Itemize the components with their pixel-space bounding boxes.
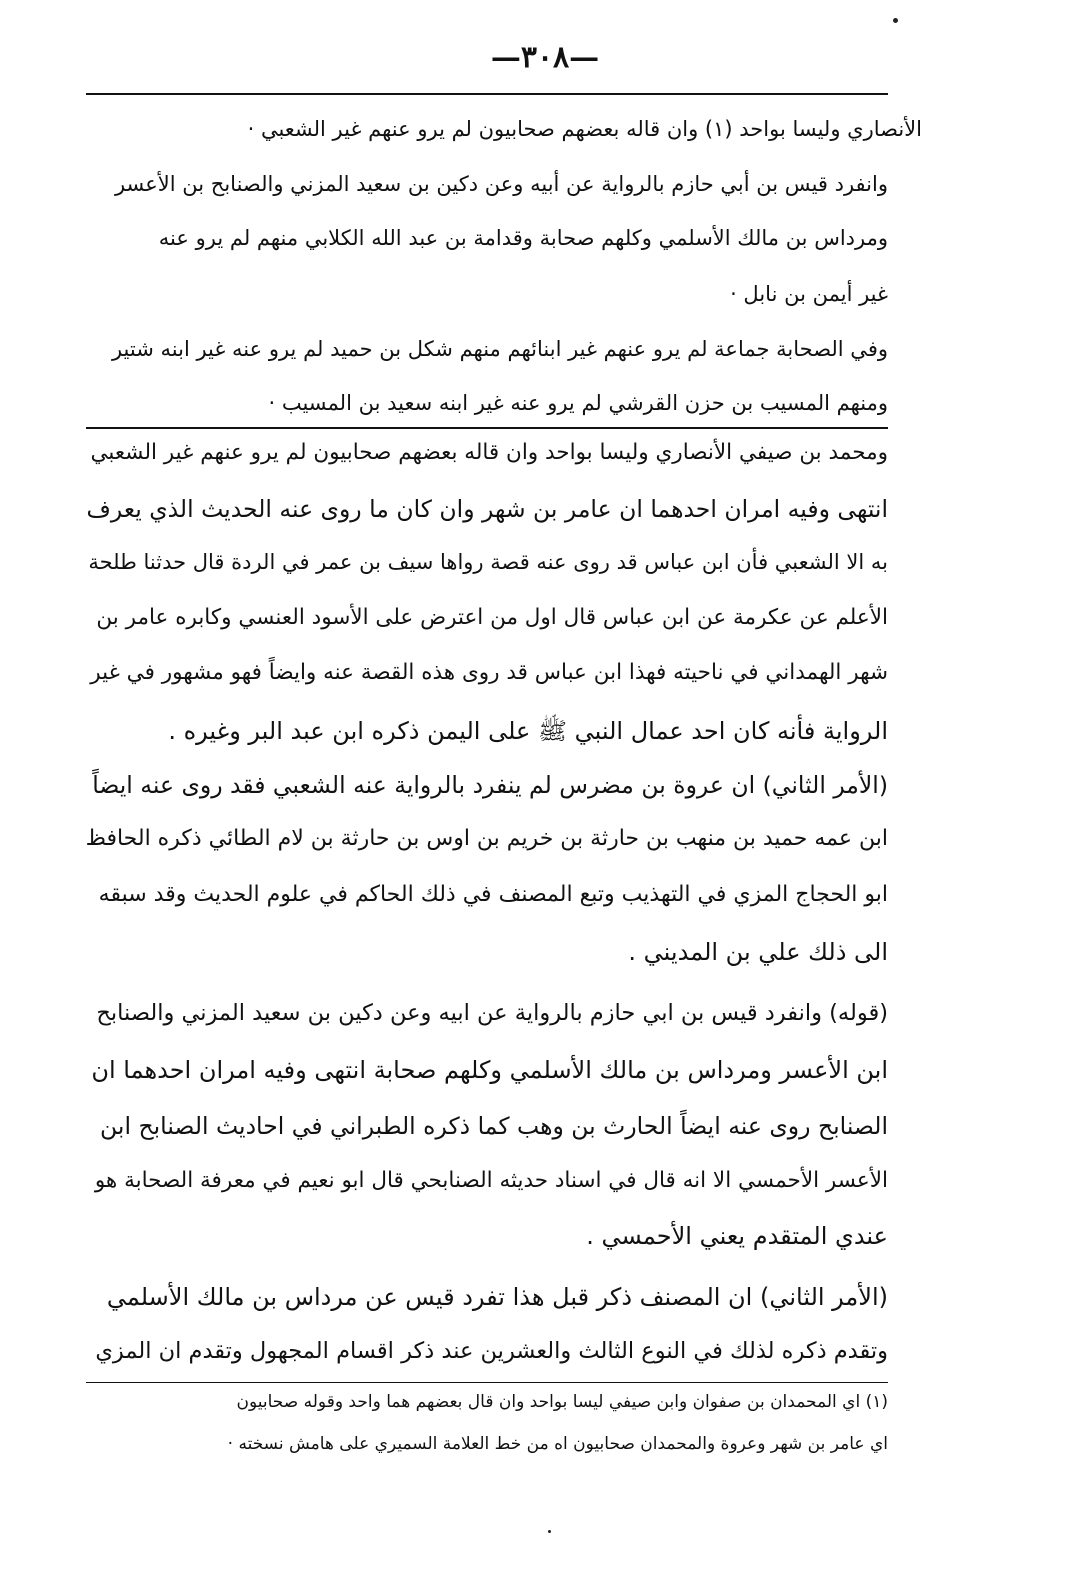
text-line: ومرداس بن مالك الأسلمي وكلهم صحابة وقدامة بن عبد الله الكلابي منهم لم يرو عنه — [158, 226, 888, 250]
text-line: ومنهم المسيب بن حزن القرشي لم يرو عنه غير ابنه سعيد بن المسيب · — [268, 391, 888, 415]
text-line: غير أيمن بن نابل · — [730, 282, 888, 306]
text-line: الأعسر الأحمسي الا انه قال في اسناد حديثه الصنابحي قال ابو نعيم في معرفة الصحابة هو — [94, 1168, 888, 1193]
text-line: (الأمر الثاني) ان المصنف ذكر قبل هذا تفرد قيس عن مرداس بن مالك الأسلمي — [106, 1283, 888, 1311]
header-rule — [86, 93, 888, 95]
text-line: الصنابح روى عنه ايضاً الحارث بن وهب كما ذكره الطبراني في احاديث الصنابح ابن — [100, 1112, 888, 1140]
text-line: ابو الحجاج المزي في التهذيب وتبع المصنف في ذلك الحاكم في علوم الحديث وقد سبقه — [98, 882, 888, 907]
text-line: وانفرد قيس بن أبي حازم بالرواية عن أبيه وعن دكين بن سعيد المزني والصنابح بن الأعسر — [114, 172, 888, 196]
text-line: الرواية فأنه كان احد عمال النبي ﷺ على اليمن ذكره ابن عبد البر وغيره . — [168, 717, 888, 745]
text-line: (قوله) وانفرد قيس بن ابي حازم بالرواية عن ابيه وعن دكين بن سعيد المزني والصنابح — [96, 1000, 888, 1026]
text-line: ابن عمه حميد بن منهب بن حارثة بن خريم بن اوس بن حارثة بن لام الطائي ذكره الحافظ — [85, 826, 888, 851]
text-line: عندي المتقدم يعني الأحمسي . — [586, 1222, 888, 1250]
footnote-rule — [86, 1382, 888, 1383]
section-divider — [86, 427, 888, 429]
text-line: الى ذلك علي بن المديني . — [628, 938, 888, 966]
text-line: ومحمد بن صيفي الأنصاري وليسا بواحد وان قاله بعضهم صحابيون لم يرو عنهم غير الشعبي — [90, 440, 888, 465]
text-line: الأعلم عن عكرمة عن ابن عباس قال اول من اعترض على الأسود العنسي وكابره عامر بن — [96, 605, 888, 630]
text-line: وفي الصحابة جماعة لم يرو عنهم غير ابنائهم منهم شكل بن حميد لم يرو عنه غير ابنه شتير — [111, 337, 888, 361]
text-line: (الأمر الثاني) ان عروة بن مضرس لم ينفرد بالرواية عنه الشعبي فقد روى عنه ايضاً — [92, 771, 888, 799]
text-line: انتهى وفيه امران احدهما ان عامر بن شهر وان كان ما روى عنه الحديث الذي يعرف — [86, 495, 888, 523]
footnote-line: (١) اي المحمدان بن صفوان وابن صيفي ليسا بواحد وان قال بعضهم هما واحد وقوله صحابيون — [236, 1392, 888, 1412]
text-line: وتقدم ذكره لذلك في النوع الثالث والعشرين عند ذكر اقسام المجهول وتقدم ان المزي — [95, 1338, 888, 1364]
footnote-line: اي عامر بن شهر وعروة والمحمدان صحابيون اه من خط العلامة السميري على هامش نسخته · — [227, 1434, 888, 1454]
scan-speck — [548, 1530, 551, 1533]
page-number: —٣٠٨— — [490, 40, 600, 75]
text-line: شهر الهمداني في ناحيته فهذا ابن عباس قد روى هذه القصة عنه وايضاً فهو مشهور في غير — [90, 660, 888, 685]
text-line: به الا الشعبي فأن ابن عباس قد روى عنه قصة رواها سيف بن عمر في الردة قال حدثنا طلحة — [88, 550, 888, 574]
text-line: ابن الأعسر ومرداس بن مالك الأسلمي وكلهم صحابة انتهى وفيه امران احدهما ان — [91, 1056, 888, 1084]
text-line: الأنصاري وليسا بواحد (١) وان قاله بعضهم صحابيون لم يرو عنهم غير الشعبي · — [247, 117, 922, 141]
scan-speck — [893, 18, 898, 23]
